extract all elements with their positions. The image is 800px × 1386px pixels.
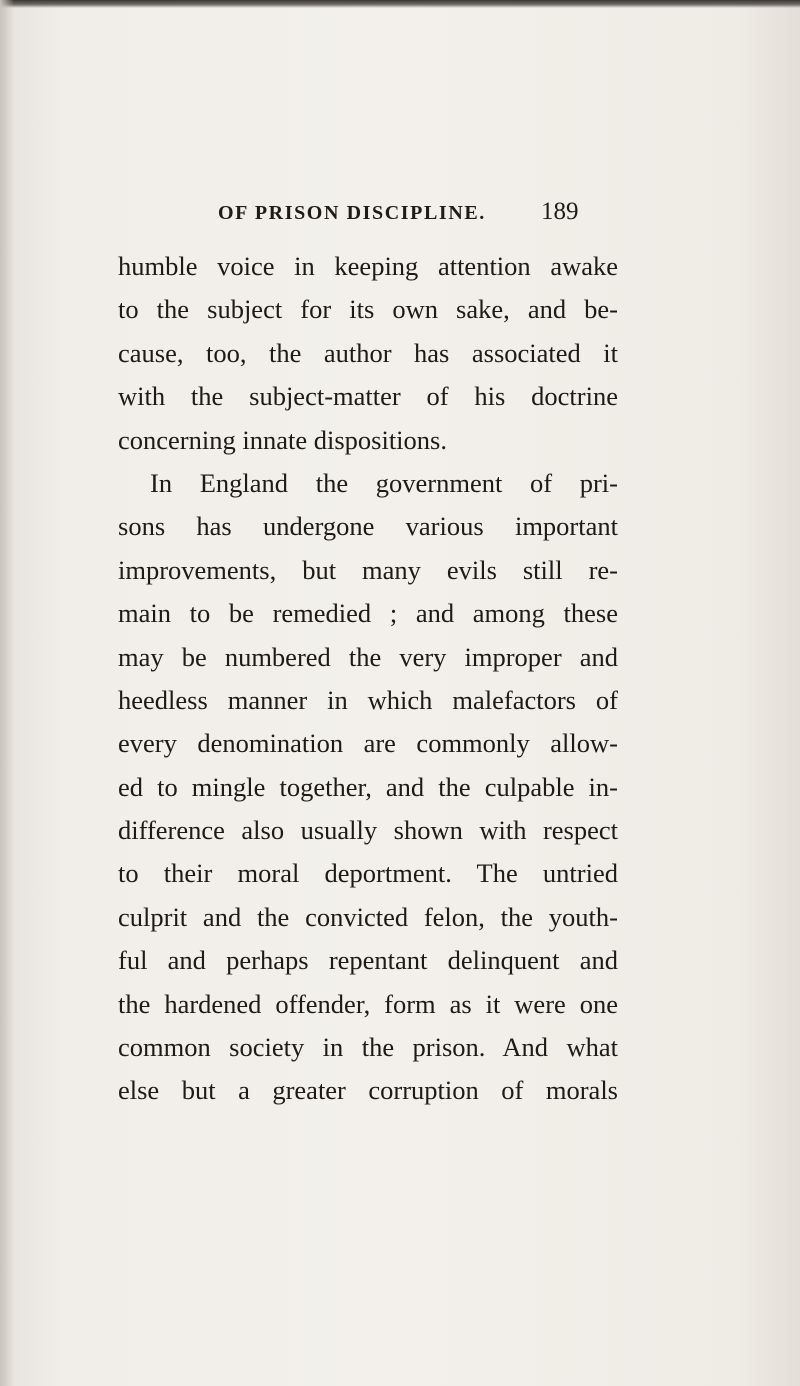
- running-head: [110, 198, 630, 228]
- text-line: sons has undergone various important: [118, 511, 618, 542]
- page-number: 189: [541, 198, 579, 225]
- text-line: common society in the prison. And what: [118, 1032, 618, 1063]
- text-line: difference also usually shown with respect: [118, 815, 618, 846]
- text-line: the hardened offender, form as it were one: [118, 988, 618, 1019]
- text-line: else but a greater corruption of morals: [118, 1075, 618, 1106]
- text-line: to their moral deportment. The untried: [118, 858, 618, 889]
- running-head-title: OF PRISON DISCIPLINE.: [218, 202, 486, 224]
- text-line: with the subject-matter of his doctrine: [118, 381, 618, 412]
- text-line: main to be remedied ; and among these: [118, 598, 618, 629]
- text-line: ed to mingle together, and the culpable in-: [118, 771, 618, 802]
- text-line: ful and perhaps repentant delinquent and: [118, 945, 618, 976]
- text-line: to the subject for its own sake, and be-: [118, 294, 618, 325]
- body-text: [118, 245, 618, 1113]
- text-line: concerning innate dispositions.: [118, 424, 447, 455]
- page-left-edge-shadow: [0, 0, 14, 1386]
- page-top-edge-shadow: [0, 0, 800, 8]
- text-line: In England the government of pri-: [150, 467, 618, 498]
- text-line: every denomination are commonly allow-: [118, 728, 618, 759]
- text-line: heedless manner in which malefactors of: [118, 684, 618, 715]
- text-line: culprit and the convicted felon, the youth-: [118, 901, 618, 932]
- text-line: improvements, but many evils still re-: [118, 554, 618, 585]
- text-line: humble voice in keeping attention awake: [118, 251, 618, 281]
- text-line: cause, too, the author has associated it: [118, 337, 618, 368]
- text-line: may be numbered the very improper and: [118, 641, 618, 672]
